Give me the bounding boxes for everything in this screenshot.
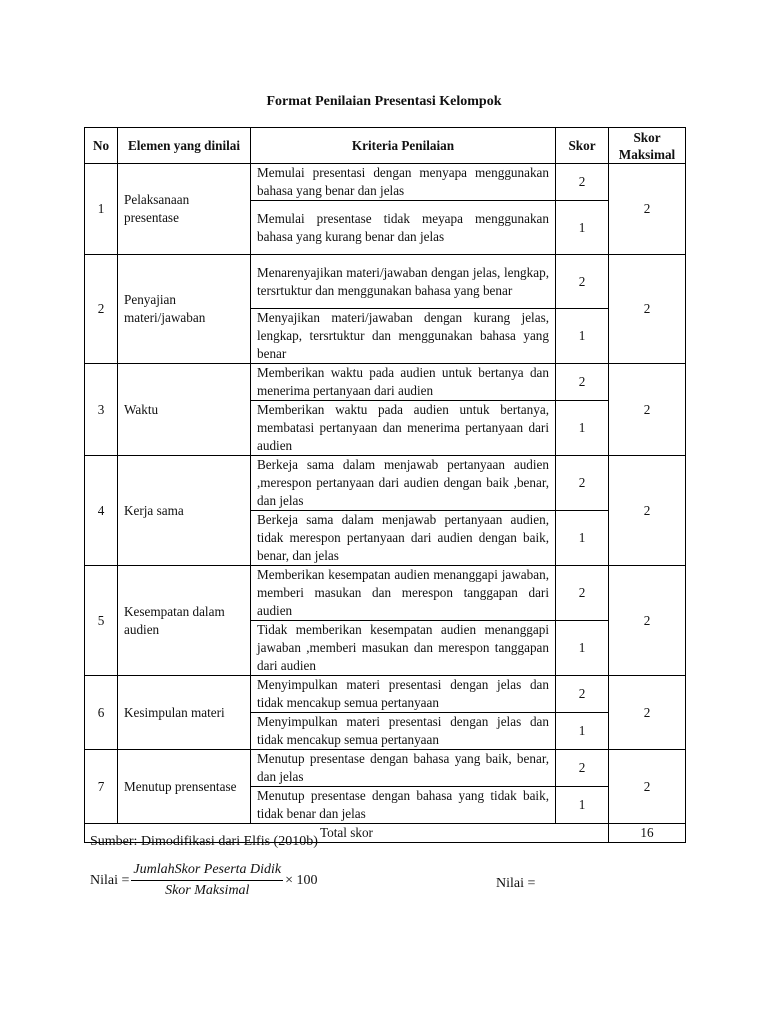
criteria-score: 1 — [556, 201, 609, 255]
criteria-text: Memulai presentasi dengan menyapa menggunakan bahasa yang benar dan jelas — [251, 164, 556, 201]
nilai-label: Nilai = — [496, 876, 536, 891]
row-number: 7 — [85, 750, 118, 824]
criteria-score: 1 — [556, 621, 609, 676]
criteria-text: Memberikan waktu pada audien untuk bertanya, membatasi pertanyaan dan menerima pertanyaan dari audien — [251, 401, 556, 456]
criteria-score: 1 — [556, 713, 609, 750]
header-skor: Skor — [556, 128, 609, 164]
table-row — [85, 364, 686, 401]
criteria-text: Memberikan kesempatan audien menanggapi jawaban, memberi masukan dan merespon tanggapan dari audien — [251, 566, 556, 621]
criteria-text: Menyimpulkan materi presentasi dengan jelas dan tidak mencakup semua pertanyaan — [251, 676, 556, 713]
table-row — [85, 676, 686, 713]
criteria-score: 2 — [556, 676, 609, 713]
table-row — [85, 255, 686, 309]
max-score: 2 — [609, 456, 686, 566]
table-header-row — [85, 128, 686, 164]
formula-denominator: Skor Maksimal — [165, 883, 250, 898]
formula-fraction — [131, 862, 283, 899]
formula-prefix: Nilai = — [90, 872, 130, 888]
table-row — [85, 566, 686, 621]
table-row — [85, 456, 686, 511]
criteria-score: 2 — [556, 750, 609, 787]
max-score: 2 — [609, 164, 686, 255]
criteria-text: Memberikan waktu pada audien untuk bertanya dan menerima pertanyaan dari audien — [251, 364, 556, 401]
row-number: 5 — [85, 566, 118, 676]
criteria-text: Menutup presentase dengan bahasa yang tidak baik, tidak benar dan jelas — [251, 787, 556, 824]
row-number: 4 — [85, 456, 118, 566]
row-elemen: Kesimpulan materi — [118, 676, 251, 750]
criteria-score: 2 — [556, 566, 609, 621]
criteria-text: Tidak memberikan kesempatan audien menanggapi jawaban ,memberi masukan dan merespon tanggapan dari audien — [251, 621, 556, 676]
criteria-score: 1 — [556, 511, 609, 566]
row-number: 1 — [85, 164, 118, 255]
row-elemen: Pelaksanaan presentase — [118, 164, 251, 255]
row-elemen: Waktu — [118, 364, 251, 456]
row-elemen: Menutup prensentase — [118, 750, 251, 824]
row-number: 3 — [85, 364, 118, 456]
criteria-text: Menyimpulkan materi presentasi dengan jelas dan tidak mencakup semua pertanyaan — [251, 713, 556, 750]
max-score: 2 — [609, 676, 686, 750]
criteria-score: 2 — [556, 364, 609, 401]
formula-suffix: × 100 — [285, 872, 318, 888]
criteria-text: Berkeja sama dalam menjawab pertanyaan audien, tidak merespon pertanyaan dari audien dengan baik, benar, dan jelas — [251, 511, 556, 566]
criteria-text: Memulai presentase tidak meyapa menggunakan bahasa yang kurang benar dan jelas — [251, 201, 556, 255]
criteria-score: 2 — [556, 255, 609, 309]
criteria-score: 2 — [556, 164, 609, 201]
source-note: Sumber: Dimodifikasi dari Elfis (2010b) — [90, 834, 318, 849]
total-value: 16 — [609, 824, 686, 843]
criteria-text: Menyajikan materi/jawaban dengan kurang jelas, lengkap, tersrtuktur dan menggunakan bahasa yang benar — [251, 309, 556, 364]
table-row — [85, 164, 686, 201]
criteria-text: Menarenyajikan materi/jawaban dengan jelas, lengkap, tersrtuktur dan menggunakan bahasa yang benar — [251, 255, 556, 309]
criteria-score: 1 — [556, 787, 609, 824]
max-score: 2 — [609, 566, 686, 676]
assessment-table — [84, 127, 686, 843]
document-title: Format Penilaian Presentasi Kelompok — [266, 94, 502, 109]
criteria-text: Berkeja sama dalam menjawab pertanyaan audien ,merespon pertanyaan dari audien dengan baik ,benar, dan jelas — [251, 456, 556, 511]
row-elemen: Kerja sama — [118, 456, 251, 566]
row-elemen: Penyajian materi/jawaban — [118, 255, 251, 364]
row-elemen: Kesempatan dalam audien — [118, 566, 251, 676]
max-score: 2 — [609, 364, 686, 456]
row-number: 6 — [85, 676, 118, 750]
criteria-score: 1 — [556, 401, 609, 456]
criteria-score: 1 — [556, 309, 609, 364]
max-score: 2 — [609, 255, 686, 364]
max-score: 2 — [609, 750, 686, 824]
header-kriteria: Kriteria Penilaian — [251, 128, 556, 164]
formula-numerator: JumlahSkor Peserta Didik — [131, 862, 283, 881]
criteria-text: Menutup presentase dengan bahasa yang baik, benar, dan jelas — [251, 750, 556, 787]
header-skor-maksimal: Skor Maksimal — [609, 128, 686, 164]
table-row — [85, 750, 686, 787]
header-no: No — [85, 128, 118, 164]
criteria-score: 2 — [556, 456, 609, 511]
header-elemen: Elemen yang dinilai — [118, 128, 251, 164]
total-label: Total skor — [85, 824, 609, 843]
score-formula — [90, 862, 318, 899]
row-number: 2 — [85, 255, 118, 364]
